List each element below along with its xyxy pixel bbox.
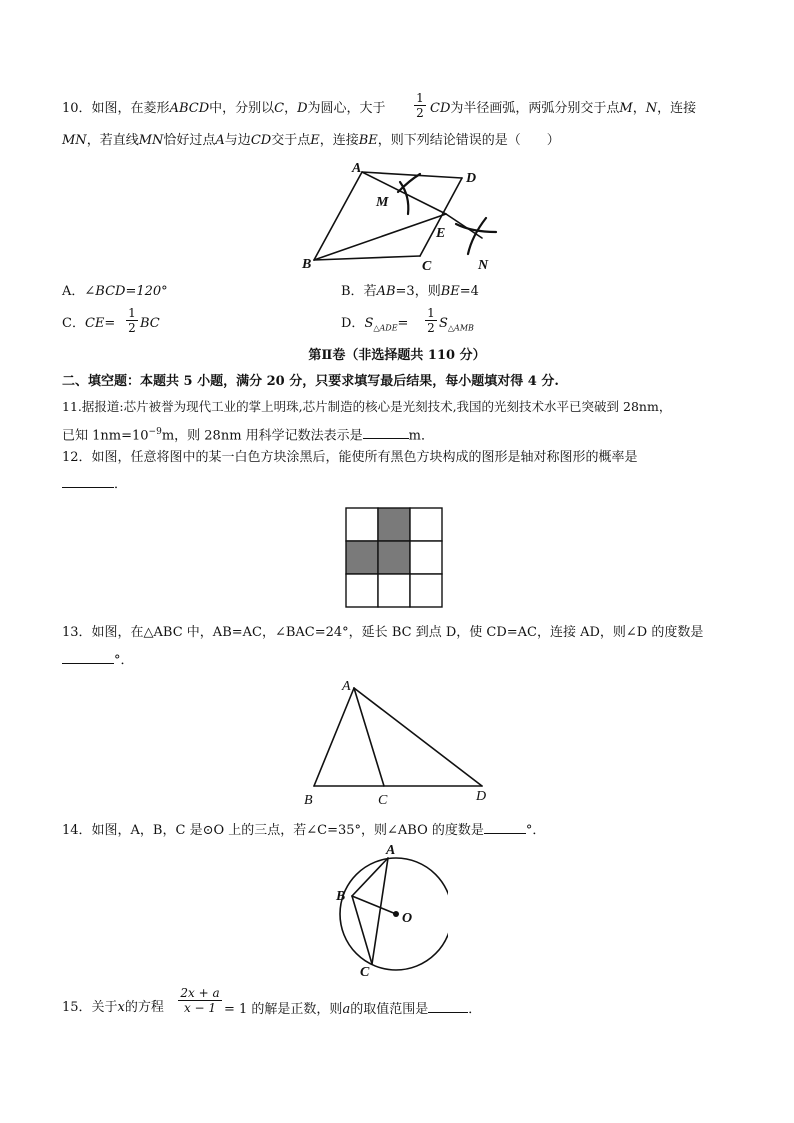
q10-fraction — [414, 91, 426, 120]
q14-line — [62, 821, 545, 839]
circle-figure — [328, 838, 448, 980]
fraction-numerator: 1 — [425, 306, 437, 321]
q15-var: x — [117, 1000, 125, 1015]
fraction-denominator: x − 1 — [183, 1001, 217, 1015]
q10-var: MN — [138, 133, 164, 148]
triangle-figure — [300, 676, 500, 810]
label-d: D — [476, 789, 487, 804]
q12-line1: 12．如图，任意将图中的某一白色方块涂黑后，能使所有黑色方块构成的图形是轴对称图形的概率是 — [62, 450, 638, 465]
q10-option-c-tail: BC — [140, 316, 160, 331]
q10-text: ， — [284, 101, 298, 116]
section-heading: 二、填空题：本题共 5 小题，满分 20 分，只要求填写最后结果，每小题填对得 4 分. — [62, 374, 559, 389]
q14-answer-blank[interactable] — [484, 821, 526, 834]
q10-text: 与边 — [224, 133, 251, 148]
option-var: BE — [440, 284, 460, 299]
center-point — [393, 911, 399, 917]
fraction-numerator: 1 — [414, 91, 426, 106]
q12-line2 — [62, 475, 127, 493]
grid-cell-empty — [378, 574, 410, 607]
q14-text: °． — [525, 823, 546, 838]
q10-text: 中，分别以 — [209, 101, 275, 116]
section-title: 第Ⅱ卷（非选择题共 110 分） — [308, 348, 486, 363]
option-label: A． — [62, 284, 85, 299]
q15-text: 15．关于 — [62, 1000, 118, 1015]
label-b: B — [336, 889, 346, 904]
q11-answer-blank[interactable] — [363, 426, 409, 439]
label-a: A — [386, 843, 396, 858]
q11-text: 已知 1nm=10 — [62, 428, 149, 444]
q10-var: D — [297, 101, 308, 116]
q10-option-d-fraction — [425, 306, 437, 335]
grid-cell-empty — [410, 574, 442, 607]
q10-text: 如图，在菱形 — [91, 101, 170, 116]
q10-option-d — [341, 316, 408, 337]
segment-ad — [362, 172, 462, 178]
grid-cell-filled — [378, 541, 410, 574]
label-b: B — [302, 257, 312, 272]
rhombus-figure — [296, 156, 506, 274]
option-text: =3，则 — [395, 284, 441, 299]
option-label: B． — [341, 284, 364, 299]
q15-text: 的取值范围是 — [350, 1002, 429, 1017]
q11-exponent: −9 — [148, 427, 162, 437]
label-c: C — [378, 793, 388, 808]
q10-line1-tail — [430, 101, 696, 117]
q10-var: CD — [250, 133, 272, 148]
q10-var: M — [619, 101, 633, 116]
q13-line2 — [62, 651, 134, 669]
segment-ad — [354, 688, 482, 786]
grid-cell-empty — [346, 508, 378, 541]
q10-text: 恰好过点 — [163, 133, 216, 148]
q10-var: CD — [430, 101, 451, 116]
grid-cell-filled — [378, 508, 410, 541]
q11-text: m，则 28nm 用科学记数法表示是 — [161, 428, 363, 444]
q10-line2 — [62, 133, 560, 149]
option-var: S — [364, 316, 374, 331]
label-b: B — [304, 793, 313, 808]
option-text: 若 — [363, 284, 377, 299]
q10-var: C — [274, 101, 285, 116]
q10-option-d-tail — [439, 316, 474, 337]
q15-line-head — [62, 1000, 164, 1016]
q10-var: E — [310, 133, 320, 148]
segment-cd — [420, 178, 462, 256]
q10-var: N — [645, 101, 658, 116]
q10-text: 为半径画弧，两弧分别交于点 — [450, 101, 620, 116]
q11-line2 — [62, 424, 434, 444]
q10-var: A — [215, 133, 225, 148]
option-text: ∠BCD=120° — [84, 284, 168, 299]
q10-option-b — [341, 284, 479, 300]
segment-bc — [314, 256, 420, 260]
label-c: C — [360, 965, 370, 980]
fraction-numerator: 2x + a — [178, 986, 222, 1001]
arc-n2 — [468, 218, 486, 254]
label-d: D — [466, 171, 477, 186]
q10-var: MN — [62, 133, 87, 148]
q15-text: ． — [468, 1002, 482, 1017]
grid-cell-empty — [346, 574, 378, 607]
option-label: D． — [341, 316, 365, 331]
q10-text: 为圆心，大于 — [307, 101, 386, 116]
q11-line1: 11.据报道:芯片被誉为现代工业的掌上明珠,芯片制造的核心是光刻技术,我国的光刻技术水平已突破到 28nm， — [62, 399, 672, 414]
q10-number: 10． — [62, 101, 92, 116]
segment-ac — [372, 858, 388, 964]
arc-m2 — [400, 182, 408, 214]
q10-text: ，则下列结论错误的是（ ） — [377, 133, 560, 148]
q10-option-a — [62, 284, 168, 300]
label-a: A — [352, 161, 362, 176]
option-text: = — [104, 316, 116, 331]
q15-answer-blank[interactable] — [428, 1000, 468, 1013]
segment-bc — [352, 896, 372, 964]
q10-var: BE — [358, 133, 378, 148]
label-n: N — [478, 258, 489, 273]
grid-cell-empty — [410, 541, 442, 574]
segment-be — [314, 214, 446, 260]
grid-cell-empty — [410, 508, 442, 541]
q12-text: ． — [114, 477, 128, 492]
fraction-numerator: 1 — [126, 306, 138, 321]
square-grid-figure — [344, 506, 446, 610]
fraction-denominator: 2 — [416, 106, 424, 120]
q15-var: a — [342, 1002, 351, 1017]
fraction-denominator: 2 — [128, 321, 136, 335]
q10-text: ，连接 — [319, 133, 359, 148]
option-var: S — [439, 316, 448, 331]
q10-text: ，若直线 — [86, 133, 139, 148]
option-subscript: △ADE — [373, 323, 398, 333]
label-e: E — [436, 226, 446, 241]
q10-line1 — [62, 101, 386, 117]
option-text: =4 — [459, 284, 479, 299]
q10-text: ， — [632, 101, 646, 116]
q10-text: ，连接 — [657, 101, 697, 116]
q11-text: m． — [408, 428, 434, 444]
label-o: O — [402, 911, 413, 926]
q10-text: 交于点 — [271, 133, 311, 148]
fraction-denominator: 2 — [427, 321, 435, 335]
segment-ab — [314, 688, 354, 786]
q15-fraction — [178, 986, 222, 1015]
option-label: C． — [62, 316, 85, 331]
q13-answer-blank[interactable] — [62, 651, 114, 664]
q15-text: = 1 的解是正数，则 — [224, 1002, 343, 1017]
q10-option-c — [62, 316, 115, 332]
q15-line-tail — [224, 1000, 481, 1018]
label-a: A — [342, 679, 351, 694]
segment-ae — [362, 172, 446, 214]
segment-ac — [354, 688, 384, 786]
segment-bo — [352, 896, 396, 914]
label-c: C — [422, 259, 432, 274]
line-mn-extension — [446, 214, 482, 238]
grid-cell-filled — [346, 541, 378, 574]
q14-text: 14．如图，A，B，C 是⊙O 上的三点，若∠C=35°，则∠ABO 的度数是 — [62, 823, 484, 838]
option-subscript: △AMB — [447, 323, 474, 333]
q15-text: 的方程 — [124, 1000, 164, 1015]
segment-ab — [314, 172, 362, 260]
label-m: M — [376, 195, 389, 210]
q13-line1: 13．如图，在△ABC 中，AB=AC，∠BAC=24°，延长 BC 到点 D，使 CD=AC，连接 AD，则∠D 的度数是 — [62, 625, 704, 640]
q13-text: °． — [114, 653, 134, 668]
q10-var: ABCD — [169, 101, 210, 116]
option-text: = — [397, 316, 409, 331]
q12-answer-blank[interactable] — [62, 475, 114, 488]
q10-option-c-fraction — [126, 306, 138, 335]
option-var: CE — [84, 316, 105, 331]
option-var: AB — [376, 284, 396, 299]
